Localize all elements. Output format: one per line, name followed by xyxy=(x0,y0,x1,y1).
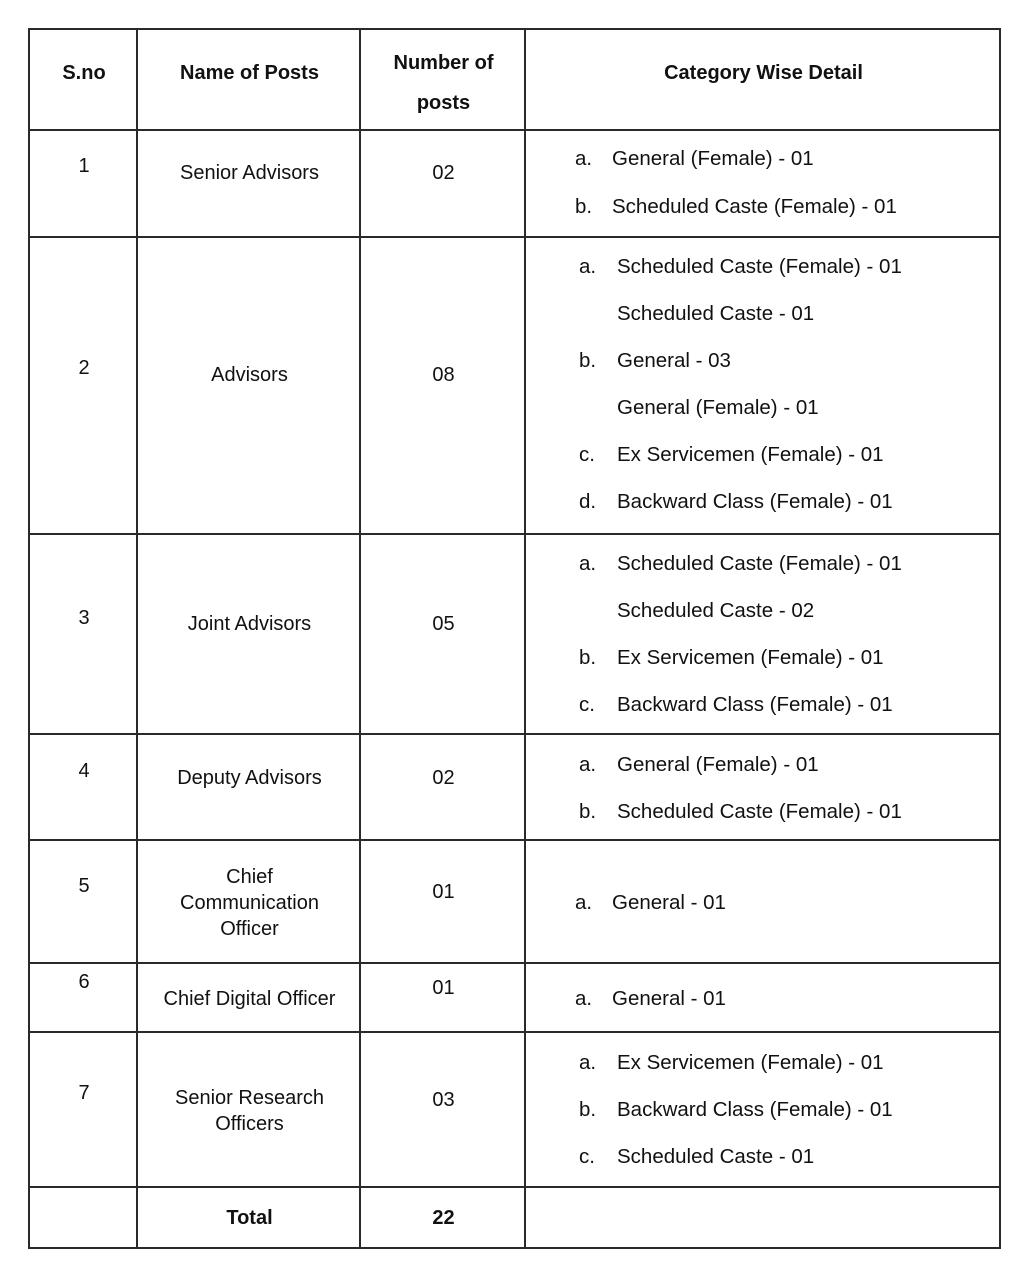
table-column-border xyxy=(999,28,1001,1249)
table-row-border xyxy=(29,1031,1001,1033)
category-detail-text: Scheduled Caste (Female) - 01 xyxy=(612,195,897,218)
table-row-border xyxy=(29,1186,1001,1188)
category-detail-item xyxy=(579,255,902,279)
post-name-line: Chief Digital Officer xyxy=(163,988,336,1010)
category-detail-item xyxy=(579,753,819,777)
row-sno: 6 xyxy=(78,971,90,993)
table-column-border xyxy=(524,28,526,1249)
category-detail-marker: c. xyxy=(579,1145,595,1168)
category-detail-item xyxy=(579,349,731,373)
row-post-count: 03 xyxy=(432,1089,455,1111)
row-post-name xyxy=(139,363,360,387)
total-label: Total xyxy=(226,1207,273,1229)
row-post-name xyxy=(139,766,360,790)
category-detail-marker: a. xyxy=(579,1051,597,1074)
total-count: 22 xyxy=(432,1207,455,1229)
category-detail-item xyxy=(579,302,814,326)
row-post-name xyxy=(139,161,360,185)
row-post-name xyxy=(139,1085,360,1137)
table-column-border xyxy=(136,28,138,1249)
category-detail-item xyxy=(579,800,902,824)
row-sno: 7 xyxy=(78,1082,90,1104)
category-detail-item xyxy=(575,987,726,1011)
category-detail-marker: c. xyxy=(579,443,595,466)
category-detail-text: Scheduled Caste (Female) - 01 xyxy=(617,255,902,278)
row-post-name xyxy=(139,864,360,942)
table-row-border xyxy=(29,962,1001,964)
category-detail-marker: d. xyxy=(579,490,597,513)
category-detail-item xyxy=(579,693,893,717)
header-sno: S.no xyxy=(62,62,106,84)
category-detail-item xyxy=(579,552,902,576)
header-number-of-posts-line2: posts xyxy=(416,92,471,114)
post-name-line: Senior Research xyxy=(175,1087,324,1109)
row-post-count: 01 xyxy=(432,977,455,999)
category-detail-text: Ex Servicemen (Female) - 01 xyxy=(617,646,884,669)
post-name-line: Officers xyxy=(215,1113,284,1135)
category-detail-text: Scheduled Caste - 01 xyxy=(617,302,815,325)
category-detail-marker: b. xyxy=(579,646,597,669)
row-sno: 2 xyxy=(78,357,90,379)
category-detail-text: General (Female) - 01 xyxy=(612,147,814,170)
category-detail-marker: b. xyxy=(579,800,597,823)
table-row-border xyxy=(29,236,1001,238)
row-post-name xyxy=(139,612,360,636)
category-detail-marker: b. xyxy=(575,195,593,218)
row-post-name xyxy=(139,987,360,1011)
row-post-count: 01 xyxy=(432,881,455,903)
category-detail-marker: b. xyxy=(579,1098,597,1121)
row-post-count: 05 xyxy=(432,613,455,635)
header-name-of-posts: Name of Posts xyxy=(180,62,319,84)
category-detail-text: Scheduled Caste - 02 xyxy=(617,599,815,622)
category-detail-text: Ex Servicemen (Female) - 01 xyxy=(617,443,884,466)
header-number-of-posts-line1: Number of xyxy=(393,52,494,74)
category-detail-text: Scheduled Caste (Female) - 01 xyxy=(617,552,902,575)
row-post-count: 02 xyxy=(432,162,455,184)
post-name-line: Chief xyxy=(226,866,273,888)
category-detail-item xyxy=(575,147,814,171)
post-name-line: Deputy Advisors xyxy=(177,767,322,789)
post-name-line: Advisors xyxy=(211,364,288,386)
category-detail-item xyxy=(575,195,897,219)
post-name-line: Communication xyxy=(180,892,319,914)
category-detail-text: General (Female) - 01 xyxy=(617,396,819,419)
category-detail-text: Scheduled Caste - 01 xyxy=(617,1145,815,1168)
post-name-line: Joint Advisors xyxy=(187,613,312,635)
row-post-count: 02 xyxy=(432,767,455,789)
category-detail-item xyxy=(579,396,819,420)
post-name-line: Officer xyxy=(220,918,279,940)
table-row-border xyxy=(29,533,1001,535)
row-sno: 3 xyxy=(78,607,90,629)
row-post-count: 08 xyxy=(432,364,455,386)
header-category-wise-detail: Category Wise Detail xyxy=(664,62,863,84)
table-row-border xyxy=(29,28,1001,30)
category-detail-item xyxy=(579,646,884,670)
category-detail-text: Backward Class (Female) - 01 xyxy=(617,490,893,513)
category-detail-marker: b. xyxy=(579,349,597,372)
row-sno: 4 xyxy=(78,760,90,782)
table-row-border xyxy=(29,733,1001,735)
category-detail-marker: a. xyxy=(575,891,593,914)
category-detail-text: Backward Class (Female) - 01 xyxy=(617,1098,893,1121)
category-detail-text: General (Female) - 01 xyxy=(617,753,819,776)
category-detail-item xyxy=(579,443,884,467)
post-name-line: Senior Advisors xyxy=(180,162,319,184)
category-detail-item xyxy=(579,599,814,623)
category-detail-text: General - 01 xyxy=(612,891,726,914)
category-detail-item xyxy=(579,1145,814,1169)
row-sno: 1 xyxy=(78,155,90,177)
category-detail-item xyxy=(575,891,726,915)
row-sno: 5 xyxy=(78,875,90,897)
category-detail-text: Backward Class (Female) - 01 xyxy=(617,693,893,716)
table-row-border xyxy=(29,839,1001,841)
table-column-border xyxy=(359,28,361,1249)
category-detail-text: Ex Servicemen (Female) - 01 xyxy=(617,1051,884,1074)
category-detail-text: General - 03 xyxy=(617,349,731,372)
category-detail-marker: c. xyxy=(579,693,595,716)
category-detail-item xyxy=(579,1098,893,1122)
category-detail-marker: a. xyxy=(579,552,597,575)
category-detail-marker: a. xyxy=(575,987,593,1010)
category-detail-item xyxy=(579,490,893,514)
table-row-border xyxy=(29,1247,1001,1249)
category-detail-marker: a. xyxy=(575,147,593,170)
category-detail-marker: a. xyxy=(579,255,597,278)
table-row-border xyxy=(29,129,1001,131)
category-detail-marker: a. xyxy=(579,753,597,776)
table-column-border xyxy=(28,28,30,1249)
category-detail-text: Scheduled Caste (Female) - 01 xyxy=(617,800,902,823)
category-detail-text: General - 01 xyxy=(612,987,726,1010)
category-detail-item xyxy=(579,1051,884,1075)
